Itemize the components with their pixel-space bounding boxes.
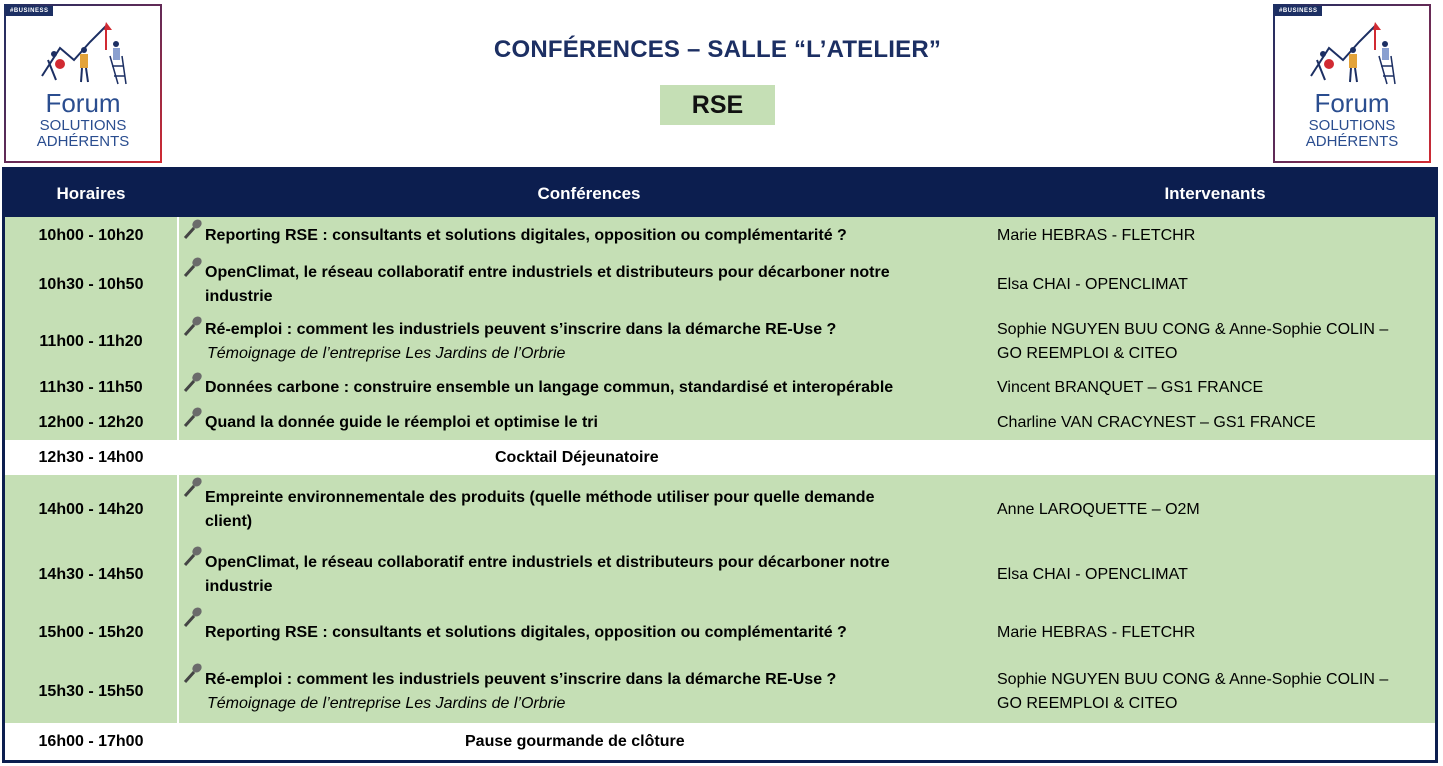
- row-speaker: [997, 544, 1433, 605]
- conference-subtitle: Témoignage de l’entreprise Les Jardins de l’Orbrie: [207, 345, 566, 362]
- table-row-break: [5, 723, 1435, 760]
- row-speaker: [997, 314, 1433, 370]
- logo-tag: #BUSINESS: [1275, 6, 1322, 16]
- row-conference: [181, 314, 991, 370]
- row-speaker: [997, 661, 1433, 723]
- microphone-icon: [181, 217, 205, 241]
- row-time: 12h00 - 12h20: [38, 413, 144, 431]
- row-time: 10h00 - 10h20: [38, 227, 144, 244]
- speaker-line: Elsa CHAI - OPENCLIMAT: [997, 275, 1188, 293]
- column-divider: [177, 475, 179, 723]
- conference-title: Données carbone : construire ensemble un langage commun, standardisé et interopérable: [205, 378, 894, 396]
- speaker-line: Charline VAN CRACYNEST – GS1 FRANCE: [997, 413, 1316, 431]
- row-conference: [181, 370, 991, 405]
- table-row: [5, 475, 1435, 544]
- conference-title: OpenClimat, le réseau collaboratif entre industriels et distributeurs pour décarboner notre industrie: [205, 553, 890, 595]
- logo-forum-text: Forum: [1314, 88, 1390, 118]
- row-conference: [181, 475, 991, 544]
- table-row: [5, 605, 1435, 661]
- row-time: 16h00 - 17h00: [38, 732, 144, 750]
- table-header: [5, 170, 1435, 217]
- break-title: Pause gourmande de clôture: [465, 732, 685, 750]
- forum-logo-right: [1273, 4, 1431, 163]
- forum-logo-left: [4, 4, 162, 163]
- conference-title: Empreinte environnementale des produits (quelle méthode utiliser pour quelle demande client): [205, 488, 875, 530]
- speaker-line: Sophie NGUYEN BUU CONG & Anne-Sophie COLIN –: [997, 671, 1389, 688]
- microphone-icon: [181, 605, 205, 629]
- logo-adherents-text: ADHÉRENTS: [1305, 133, 1399, 150]
- column-divider: [177, 217, 179, 440]
- microphone-icon: [181, 475, 205, 499]
- microphone-icon: [181, 314, 205, 338]
- row-conference: [181, 405, 991, 440]
- row-speaker: [997, 475, 1433, 544]
- table-row-break: [5, 440, 1435, 475]
- conference-title: OpenClimat, le réseau collaboratif entre industriels et distributeurs pour décarboner notre industrie: [205, 263, 890, 305]
- row-time: 10h30 - 10h50: [38, 275, 144, 293]
- conference-title: Quand la donnée guide le réemploi et optimise le tri: [205, 413, 598, 431]
- microphone-icon: [181, 544, 205, 568]
- speaker-line: Marie HEBRAS - FLETCHR: [997, 227, 1196, 244]
- microphone-icon: [181, 370, 205, 394]
- microphone-icon: [181, 661, 205, 685]
- row-speaker: [997, 370, 1433, 405]
- row-time: 15h00 - 15h20: [38, 624, 144, 641]
- theme-badge: RSE: [660, 85, 775, 125]
- table-row: [5, 405, 1435, 440]
- logo-forum-text: Forum: [45, 88, 121, 118]
- row-conference: [181, 217, 991, 255]
- logo-tag: #BUSINESS: [6, 6, 53, 16]
- conference-title: Reporting RSE : consultants et solutions digitales, opposition ou complémentarité ?: [205, 227, 847, 244]
- conference-title: Ré-emploi : comment les industriels peuvent s’inscrire dans la démarche RE-Use ?: [205, 671, 837, 688]
- row-speaker: [997, 405, 1433, 440]
- page-title: CONFÉRENCES – SALLE “L’ATELIER”: [493, 36, 942, 63]
- conference-title: Reporting RSE : consultants et solutions digitales, opposition ou complémentarité ?: [205, 624, 847, 641]
- row-conference: [181, 661, 991, 723]
- row-time: 11h00 - 11h20: [39, 333, 143, 350]
- column-header-intervenants: Intervenants: [1164, 184, 1266, 203]
- speaker-line: Vincent BRANQUET – GS1 FRANCE: [997, 378, 1264, 396]
- speaker-line: GO REEMPLOI & CITEO: [997, 345, 1178, 362]
- conference-subtitle: Témoignage de l’entreprise Les Jardins de l’Orbrie: [207, 695, 566, 712]
- row-speaker: [997, 605, 1433, 661]
- microphone-icon: [181, 405, 205, 429]
- table-row: [5, 661, 1435, 723]
- logo-solutions-text: SOLUTIONS: [1308, 117, 1396, 134]
- table-row: [5, 544, 1435, 605]
- break-title: Cocktail Déjeunatoire: [495, 448, 659, 466]
- speaker-line: Sophie NGUYEN BUU CONG & Anne-Sophie COLIN –: [997, 321, 1389, 338]
- row-conference: [181, 605, 991, 661]
- row-speaker: [997, 255, 1433, 314]
- logo-solutions-text: SOLUTIONS: [39, 117, 127, 134]
- row-time: 12h30 - 14h00: [38, 448, 144, 466]
- speaker-line: Marie HEBRAS - FLETCHR: [997, 624, 1196, 641]
- table-row: [5, 370, 1435, 405]
- row-time: 11h30 - 11h50: [39, 378, 143, 396]
- conference-title: Ré-emploi : comment les industriels peuvent s’inscrire dans la démarche RE-Use ?: [205, 321, 837, 338]
- column-header-horaires: Horaires: [56, 184, 126, 203]
- row-speaker: [997, 217, 1433, 255]
- logo-adherents-text: ADHÉRENTS: [36, 133, 130, 150]
- row-conference: [181, 544, 991, 605]
- microphone-icon: [181, 255, 205, 279]
- speaker-line: Anne LAROQUETTE – O2M: [997, 500, 1200, 518]
- table-row: [5, 314, 1435, 370]
- speaker-line: GO REEMPLOI & CITEO: [997, 695, 1178, 712]
- row-time: 15h30 - 15h50: [38, 683, 144, 700]
- row-conference: [181, 255, 991, 314]
- table-row: [5, 255, 1435, 314]
- row-time: 14h30 - 14h50: [38, 565, 144, 583]
- table-row: [5, 217, 1435, 255]
- column-header-conferences: Conférences: [537, 184, 641, 203]
- row-time: 14h00 - 14h20: [38, 500, 144, 518]
- schedule-table: [2, 167, 1438, 763]
- speaker-line: Elsa CHAI - OPENCLIMAT: [997, 565, 1188, 583]
